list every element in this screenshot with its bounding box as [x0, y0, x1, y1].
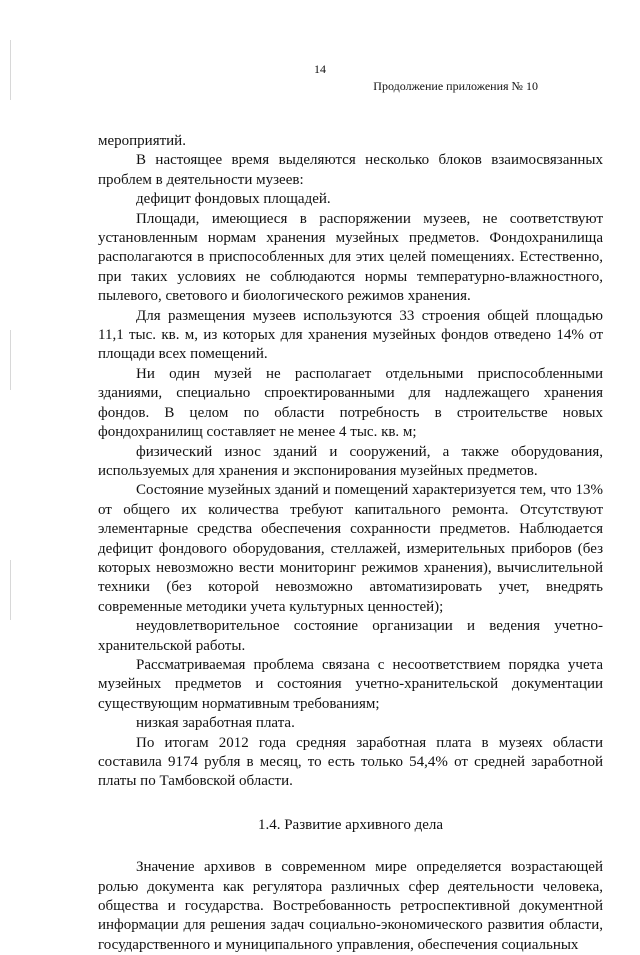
paragraph: низкая заработная плата. [136, 715, 295, 732]
paragraph: По итогам 2012 года средняя заработная плата в музеях области составила 9174 рубля в месяц, то есть только 54,4% от средней заработной платы по Тамбовской области. [98, 734, 603, 790]
paragraph: мероприятий. [98, 133, 186, 149]
section-title: 1.4. Развитие архивного дела [257, 816, 444, 833]
paragraph: дефицит фондовых площадей. [136, 191, 331, 208]
paragraph: неудовлетворительное состояние организации и ведения учетно-хранительской работы. [98, 618, 603, 654]
appendix-label: Продолжение приложения № 10 [373, 79, 538, 93]
paragraph: Для размещения музеев используются 33 строения общей площадью 11,1 тыс. кв. м, из которых для хранения музейных фондов отведено 14% от площади всех помещений. [98, 307, 603, 363]
document-body [98, 132, 603, 955]
paragraph: В настоящее время выделяются несколько блоков взаимосвязанных проблем в деятельности музеев: [98, 152, 603, 188]
scan-edge-mark [10, 330, 11, 390]
paragraph: Значение архивов в современном мире определяется возрастающей ролью документа как регулятора различных сфер деятельности человека, общества и государства. Востребованность ретроспективной документной информации для решения задач социально-экономического развития области, государственного и муниципального управления, обеспечения социальных [98, 859, 603, 953]
scan-edge-mark [10, 560, 11, 620]
paragraph: Состояние музейных зданий и помещений характеризуется тем, что 13% от общего их количества требуют капитального ремонта. Отсутствуют элементарные средства обеспечения сохранности предметов. Наблюдается дефицит фондового оборудования, стеллажей, измерительных приборов (без которых невозможно вести мониторинг режимов хранения), вычислительной техники (без которой невозможно автоматизировать учет, внедрять современные методики учета культурных ценностей); [98, 482, 603, 615]
paragraph: Рассматриваемая проблема связана с несоответствием порядка учета музейных предметов и состояния учетно-хранительской документации существующим нормативным требованиям; [98, 656, 603, 712]
page-number: 14 [314, 62, 326, 76]
paragraph: Ни один музей не располагает отдельными приспособленными зданиями, специально спроектированными для надлежащего хранения фондов. В целом по области потребность в строительстве новых фондохранилищ составляет не менее 4 тыс. кв. м; [98, 365, 603, 441]
paragraph: физический износ зданий и сооружений, а также оборудования, используемых для хранения и экспонирования музейных предметов. [98, 443, 603, 479]
paragraph: Площади, имеющиеся в распоряжении музеев, не соответствуют установленным нормам хранения музейных предметов. Фондохранилища располагаются в приспособленных для этих целей помещениях. Естественно, при таких условиях не соблюдаются нормы температурно-влажностного, пылевого, светового и биологического режимов хранения. [98, 210, 603, 305]
